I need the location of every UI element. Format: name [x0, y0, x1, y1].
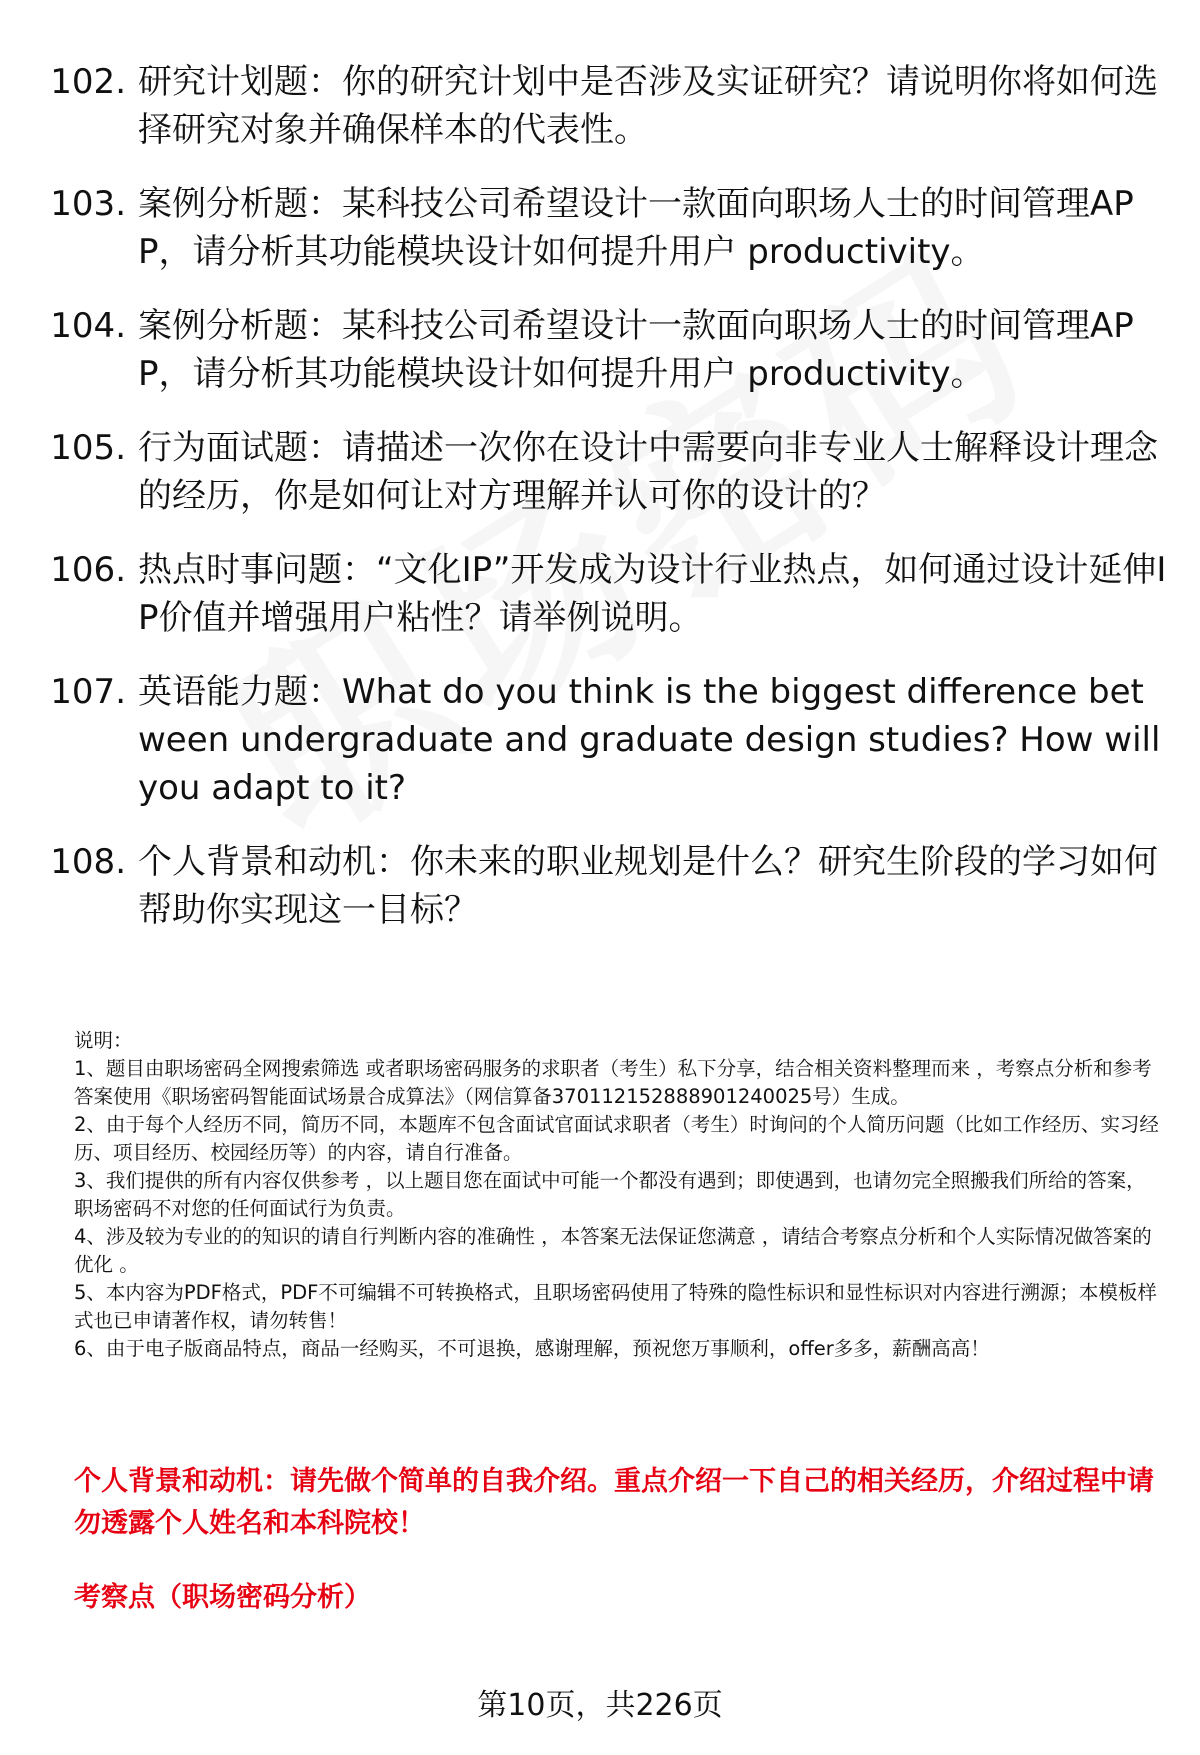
- note-item: 4、涉及较为专业的的知识的请自行判断内容的准确性 ，本答案无法保证您满意 ，请结合考察点分析和个人实际情况做答案的优化 。: [74, 1225, 1152, 1276]
- note-item: 1、题目由职场密码全网搜索筛选 或者职场密码服务的求职者（考生）私下分享，结合相关资料整理而来 ，考察点分析和参考答案使用《职场密码智能面试场景合成算法》（网信算备370112152888901240025号）生成。: [74, 1057, 1152, 1108]
- note-item: 3、我们提供的所有内容仅供参考 ，以上题目您在面试中可能一个都没有遇到；即使遇到，也请勿完全照搬我们所给的答案，职场密码不对您的任何面试行为负责。: [74, 1169, 1146, 1220]
- note-item: 6、由于电子版商品特点，商品一经购买，不可退换，感谢理解，预祝您万事顺利，offer多多，薪酬高高！: [74, 1337, 990, 1360]
- note-item: 5、本内容为PDF格式，PDF不可编辑不可转换格式，且职场密码使用了特殊的隐性标识和显性标识对内容进行溯源；本模板样式也已申请著作权，请勿转售！: [74, 1281, 1157, 1332]
- question-number: 108.: [50, 842, 126, 882]
- question-item: [30, 302, 1170, 398]
- question-text: 案例分析题：某科技公司希望设计一款面向职场人士的时间管理APP，请分析其功能模块设计如何提升用户 productivity。: [138, 306, 1134, 394]
- self-intro-question: 个人背景和动机：请先做个简单的自我介绍。重点介绍一下自己的相关经历，介绍过程中请勿透露个人姓名和本科院校！: [74, 1466, 1154, 1539]
- question-list: [30, 58, 1170, 960]
- question-text: 案例分析题：某科技公司希望设计一款面向职场人士的时间管理APP，请分析其功能模块设计如何提升用户 productivity。: [138, 184, 1134, 272]
- page-number: 第10页，共226页: [477, 1688, 723, 1723]
- question-number: 103.: [50, 184, 126, 224]
- question-item: [30, 838, 1170, 934]
- question-text: 行为面试题：请描述一次你在设计中需要向非专业人士解释设计理念的经历，你是如何让对方理解并认可你的设计的？: [138, 428, 1158, 516]
- note-item: 2、由于每个人经历不同，简历不同，本题库不包含面试官面试求职者（考生）时询问的个人简历问题（比如工作经历、实习经历、项目经历、校园经历等）的内容，请自行准备。: [74, 1113, 1159, 1164]
- question-number: 104.: [50, 306, 126, 346]
- question-item: [30, 180, 1170, 276]
- notes-section: [74, 1027, 1164, 1363]
- question-text: 个人背景和动机：你未来的职业规划是什么？研究生阶段的学习如何帮助你实现这一目标？: [138, 842, 1158, 930]
- question-number: 102.: [50, 62, 126, 102]
- question-item: [30, 424, 1170, 520]
- notes-heading: 说明：: [74, 1029, 133, 1052]
- question-item: [30, 546, 1170, 642]
- assessment-point-heading: 考察点（职场密码分析）: [74, 1582, 371, 1613]
- question-number: 107.: [50, 672, 126, 712]
- question-item: [30, 668, 1170, 812]
- question-text: 英语能力题：What do you think is the biggest difference between undergraduate and graduate design studies? How will you adapt to it?: [138, 672, 1161, 808]
- question-number: 105.: [50, 428, 126, 468]
- question-item: [30, 58, 1170, 154]
- question-number: 106.: [50, 550, 126, 590]
- question-text: 研究计划题：你的研究计划中是否涉及实证研究？请说明你将如何选择研究对象并确保样本的代表性。: [138, 62, 1158, 150]
- question-text: 热点时事问题：“文化IP”开发成为设计行业热点，如何通过设计延伸IP价值并增强用户粘性？请举例说明。: [138, 550, 1167, 638]
